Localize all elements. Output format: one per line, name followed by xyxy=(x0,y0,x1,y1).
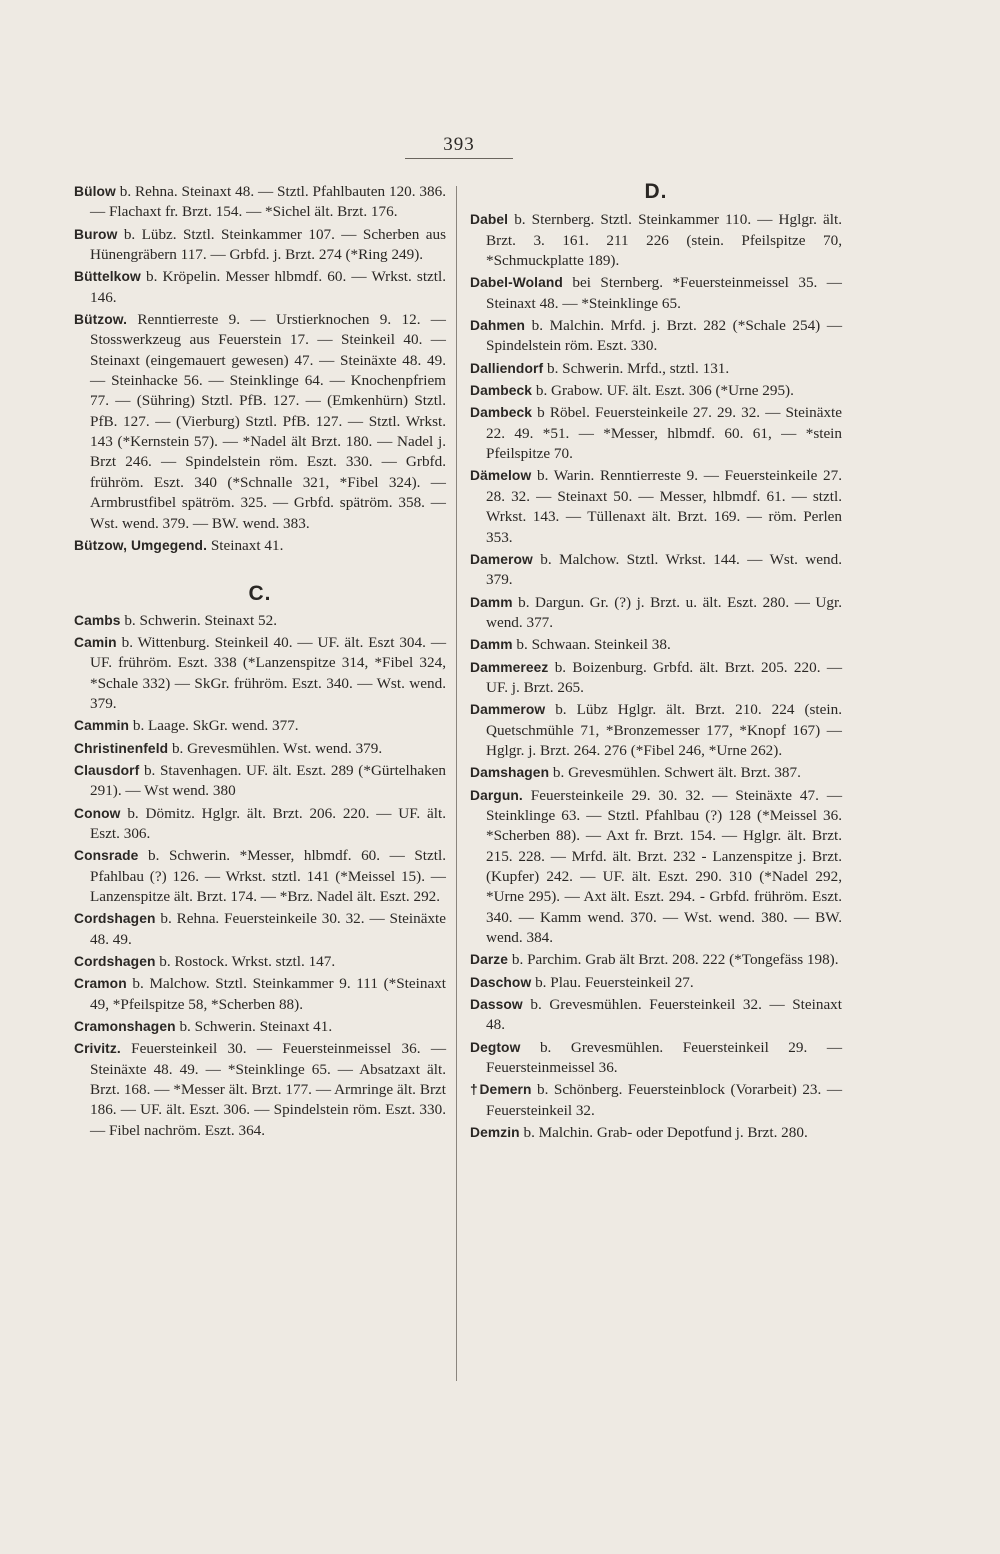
index-entry xyxy=(74,952,446,972)
entry-text: b. Schwerin. Steinaxt 52. xyxy=(124,611,278,629)
entry-place-name: Camin xyxy=(74,634,117,650)
entry-place-name: Dambeck xyxy=(470,383,533,399)
index-entry xyxy=(470,950,842,970)
index-entry xyxy=(74,267,446,308)
entry-place-name: Cordshagen xyxy=(74,954,156,970)
entry-place-name: Cambs xyxy=(74,612,121,628)
entry-text: b. Dargun. Gr. (?) j. Brzt. u. ält. Eszt. 280. — Ugr. wend. 377. xyxy=(486,593,843,631)
index-entry xyxy=(470,466,842,547)
index-entry xyxy=(74,846,446,907)
entry-text: b. Laage. SkGr. wend. 377. xyxy=(132,717,299,735)
index-entry xyxy=(470,1038,842,1079)
entry-place-name: Consrade xyxy=(74,848,139,864)
entry-text: b. Sternberg. Stztl. Steinkammer 110. — Hglgr. ält. Brzt. 3. 161. 211 226 (stein. Pfeilspitze 70, *Schmuckplatte 189). xyxy=(486,211,843,270)
entry-text: b. Lübz Hglgr. ält. Brzt. 210. 224 (stein. Quetschmühle 71, *Bronzemesser 177, *Knopf 167) — Hglgr. j. Brzt. 264. 276 (*Fibel 246, *Urne 262). xyxy=(486,701,842,759)
section-heading: C. xyxy=(248,582,272,606)
entry-place-name: Dämelow xyxy=(470,468,532,484)
entry-text: b. Dömitz. Hglgr. ält. Brzt. 206. 220. — UF. ält. Eszt. 306. xyxy=(90,804,447,842)
column-divider xyxy=(456,186,457,1381)
entry-text: b. Stavenhagen. UF. ält. Eszt. 289 (*Gürtelhaken 291). — Wst wend. 380 xyxy=(90,761,447,800)
index-entry xyxy=(74,716,446,736)
entry-place-name: Bützow, Umgegend. xyxy=(74,537,208,553)
right-column xyxy=(470,182,842,1145)
index-entry xyxy=(470,316,842,357)
index-entry xyxy=(470,381,842,401)
entry-place-name: Damshagen xyxy=(470,765,550,781)
entry-place-name: Clausdorf xyxy=(74,762,140,778)
entry-place-name: Dammerow xyxy=(470,702,546,718)
entry-text: b. Malchow. Stztl. Steinkammer 9. 111 (*Steinaxt 49, *Pfeilspitze 58, *Scherben 88). xyxy=(90,975,447,1013)
entry-text: b. Rehna. Feuersteinkeile 30. 32. — Steinäxte 48. 49. xyxy=(90,910,447,948)
entry-place-name: Bützow. xyxy=(74,312,128,328)
index-entry xyxy=(470,593,842,634)
index-entry xyxy=(470,635,842,655)
entry-text: b Röbel. Feuersteinkeile 27. 29. 32. — Steinäxte 22. 49. *51. — *Messer, hlbmdf. 60. 61, — *stein Pfeilspitze 70. xyxy=(486,404,842,463)
index-entry xyxy=(74,909,446,950)
entry-text: b. Schwerin. *Messer, hlbmdf. 60. — Stztl. Pfahlbau (?) 126. — Wrkst. stztl. 141 (*Meissel 15). — Lanzenspitze ält. Brzt. 174. — *Brz. Nadel ält. Eszt. 292. xyxy=(90,847,446,905)
index-entry xyxy=(74,611,446,631)
entry-place-name: Dahmen xyxy=(470,318,526,334)
entry-text: b. Schönberg. Feuersteinblock (Vorarbeit) 23. — Feuersteinkeil 32. xyxy=(486,1081,843,1119)
entry-text: b. Rostock. Wrkst. stztl. 147. xyxy=(159,953,336,971)
index-entry xyxy=(74,739,446,759)
entry-text: Feuersteinkeil 30. — Feuersteinmeissel 36. — Steinäxte 48. 49. — *Steinklinge 65. — Absatzaxt ält. Brzt. 168. — *Messer ält. Brzt. 177. — Armringe ält. Brzt 186. — UF. ält. Eszt. 306. — Spindelstein röm. Eszt. 330. — Fibel nachröm. Eszt. 364. xyxy=(90,1040,447,1139)
entry-text: Feuersteinkeile 29. 30. 32. — Steinäxte 47. — Steinklinge 63. — Stztl. Pfahlbau (?) 128 (*Meissel 36. *Scherben 88). — Axt fr. Brzt. 154. — Hglgr. ält. Brzt. 215. 228. — Mrfd. ält. Brzt. 232 - Lanzenspitze j. Brzt. (Kupfer) 242. — UF. ält. Eszt. 290. 310 (*Nadel 292, *Urne 295). — Axt ält. Eszt. 294. - Grbfd. frühröm. Eszt. 340. — Kamm wend. 370. — Wst. wend. 380. — BW. wend. 384. xyxy=(486,786,843,947)
index-entry xyxy=(74,974,446,1015)
entry-place-name: Damerow xyxy=(470,551,533,567)
entry-text: bei Sternberg. *Feuersteinmeissel 35. — Steinaxt 48. — *Steinklinge 65. xyxy=(486,274,842,312)
entry-place-name: Dabel xyxy=(470,212,509,228)
index-entry xyxy=(470,1123,842,1143)
entry-text: b. Kröpelin. Messer hlbmdf. 60. — Wrkst. stztl. 146. xyxy=(90,268,447,306)
index-entry xyxy=(470,973,842,993)
entry-place-name: Conow xyxy=(74,805,121,821)
entry-place-name: Degtow xyxy=(470,1039,521,1055)
entry-place-name: Dammereez xyxy=(470,659,549,675)
entry-place-name: Damm xyxy=(470,637,513,653)
entry-text: b. Wittenburg. Steinkeil 40. — UF. ält. Eszt 304. — UF. frühröm. Eszt. 338 (*Lanzenspitze 314, *Fibel 324, *Schale 332) — SkGr. frühröm. Eszt. 340. — Wst. wend. 379. xyxy=(90,633,447,712)
entry-place-name: Bülow xyxy=(74,184,116,199)
entry-place-name: Demzin xyxy=(470,1125,520,1141)
index-entry xyxy=(74,1017,446,1037)
entry-place-name: Damm xyxy=(470,594,513,610)
entry-text: b. Plau. Feuersteinkeil 27. xyxy=(535,973,694,991)
left-column xyxy=(74,182,446,1143)
index-entry xyxy=(470,210,842,271)
index-entry xyxy=(470,700,842,761)
entry-place-name: Dabel-Woland xyxy=(470,275,563,291)
index-entry xyxy=(470,995,842,1036)
page-number-rule xyxy=(405,158,513,159)
entry-text: b. Lübz. Stztl. Steinkammer 107. — Scherben aus Hünengräbern 117. — Grbfd. j. Brzt. 274 (*Ring 249). xyxy=(90,225,447,264)
entry-text: b. Grevesmühlen. Feuersteinkeil 29. — Feuersteinmeissel 36. xyxy=(486,1038,843,1077)
entry-text: Steinaxt 41. xyxy=(210,536,284,554)
entry-text: b. Boizenburg. Grbfd. ält. Brzt. 205. 220. — UF. j. Brzt. 265. xyxy=(486,658,843,696)
index-entry xyxy=(74,310,446,534)
index-entry xyxy=(74,761,446,802)
index-entry xyxy=(470,1080,842,1121)
entry-text: b. Warin. Renntierreste 9. — Feuersteinkeile 27. 28. 32. — Steinaxt 50. — Messer, hlbmdf. 61. — stztl. Wrkst. 143. — Tüllenaxt ält. Brzt. 169. — röm. Perlen 353. xyxy=(486,467,843,546)
entry-place-name: Dassow xyxy=(470,997,523,1013)
entry-place-name: Cramon xyxy=(74,976,127,992)
index-entry xyxy=(74,633,446,714)
entry-text: b. Malchin. Grab- oder Depotfund j. Brzt. 280. xyxy=(523,1124,808,1142)
index-entry xyxy=(470,763,842,783)
entry-place-name: Burow xyxy=(74,226,118,242)
entry-text: b. Parchim. Grab ält Brzt. 208. 222 (*Tongefäss 198). xyxy=(511,951,839,969)
entry-text: Renntierreste 9. — Urstierknochen 9. 12. — Stosswerkzeug aus Feuerstein 17. — Steinkeil 40. — Steinaxt (eingemauert gewesen) 47. — Steinäxte 48. 49. — Steinhacke 56. — Steinklinge 64. — Knochenpfriem 77. — (Sühring) Stztl. PfB. 127. — (Emkenhürn) Stztl. PfB. 127. — (Vierburg) Stztl. PfB. 127. — Stztl. Wrkst. 143 (*Kernstein 57). — *Nadel ält Brzt. 180. — Nadel j. Brzt 246. — Spindelstein röm. Eszt. 330. — Grbfd. frühröm. Eszt. 340 (*Schnalle 321, *Fibel 324). — Armbrustfibel spätröm. 325. — Grbfd. spätröm. 358. — Wst. wend. 379. — BW. wend. 383. xyxy=(90,311,446,532)
entry-text: b. Malchow. Stztl. Wrkst. 144. — Wst. wend. 379. xyxy=(486,550,842,589)
index-entry xyxy=(74,225,446,266)
entry-place-name: Cammin xyxy=(74,718,130,734)
entry-place-name: Darze xyxy=(470,952,509,968)
entry-place-name: Dalliendorf xyxy=(470,360,544,376)
entry-place-name: Daschow xyxy=(470,974,532,990)
entry-place-name: Dambeck xyxy=(470,405,533,421)
entry-text: b. Grevesmühlen. Schwert ält. Brzt. 387. xyxy=(552,764,801,782)
entry-text: b. Rehna. Steinaxt 48. — Stztl. Pfahlbauten 120. 386. — Flachaxt fr. Brzt. 154. — *Sichel ält. Brzt. 176. xyxy=(90,183,446,221)
entry-place-name: Büttelkow xyxy=(74,269,141,285)
entry-text: b. Grevesmühlen. Wst. wend. 379. xyxy=(171,739,383,757)
index-entry xyxy=(470,273,842,314)
index-entry xyxy=(470,786,842,949)
entry-place-name: Christinenfeld xyxy=(74,740,169,756)
entry-place-name: Dargun. xyxy=(470,787,523,803)
entry-place-name: Crivitz. xyxy=(74,1041,121,1057)
index-entry xyxy=(470,658,842,699)
entry-place-name: Cordshagen xyxy=(74,911,156,927)
entry-text: b. Grevesmühlen. Feuersteinkeil 32. — Steinaxt 48. xyxy=(486,996,842,1034)
index-entry xyxy=(470,359,842,379)
entry-text: b. Grabow. UF. ält. Eszt. 306 (*Urne 295). xyxy=(535,382,794,400)
index-entry xyxy=(74,536,446,556)
entry-place-name: Cramonshagen xyxy=(74,1019,176,1035)
page-number: 393 xyxy=(443,134,475,155)
entry-text: b. Malchin. Mrfd. j. Brzt. 282 (*Schale 254) — Spindelstein röm. Eszt. 330. xyxy=(486,317,843,355)
entry-place-name: †Demern xyxy=(470,1082,532,1098)
entry-text: b. Schwaan. Steinkeil 38. xyxy=(516,636,671,654)
index-entry xyxy=(470,403,842,464)
index-entry xyxy=(470,550,842,591)
entry-text: b. Schwerin. Steinaxt 41. xyxy=(179,1018,333,1036)
index-entry xyxy=(74,804,446,845)
index-entry xyxy=(74,182,446,223)
entry-text: b. Schwerin. Mrfd., stztl. 131. xyxy=(546,359,730,377)
section-heading: D. xyxy=(644,180,668,203)
index-entry xyxy=(74,1039,446,1141)
